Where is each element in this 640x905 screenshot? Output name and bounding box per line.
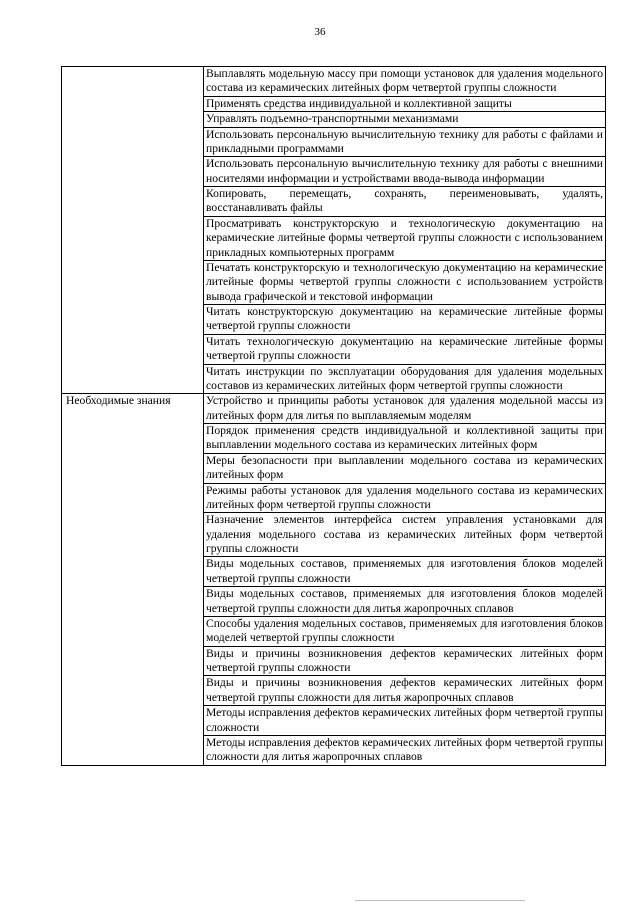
skills-item: Копировать, перемещать, сохранять, переименовывать, удалять, восстанавливать файлы [204, 187, 606, 217]
skills-item: Использовать персональную вычислительную технику для работы с файлами и прикладными программами [204, 127, 606, 157]
skills-item: Применять средства индивидуальной и коллективной защиты [204, 96, 606, 111]
knowledge-item: Режимы работы установок для удаления модельного состава из керамических литейных форм четвертой группы сложности [204, 483, 606, 513]
knowledge-item: Виды модельных составов, применяемых для изготовления блоков моделей четвертой группы сложности [204, 557, 606, 587]
knowledge-item: Устройство и принципы работы установок для удаления модельной массы из литейных форм для литья по выплавляемым моделям [204, 394, 606, 424]
table-row [62, 67, 606, 97]
skills-item: Управлять подъемно-транспортными механизмами [204, 112, 606, 127]
page-number: 36 [314, 26, 326, 38]
knowledge-item: Порядок применения средств индивидуальной и коллективной защиты при выплавлении модельного состава из керамических литейных форм [204, 424, 606, 454]
knowledge-item: Виды и причины возникновения дефектов керамических литейных форм четвертой группы сложности для литья жаропрочных сплавов [204, 676, 606, 706]
skills-item: Читать инструкции по эксплуатации оборудования для удаления модельных составов из керамических литейных форм четвертой группы сложности [204, 364, 606, 394]
knowledge-item: Виды и причины возникновения дефектов керамических литейных форм четвертой группы сложности [204, 646, 606, 676]
knowledge-label: Необходимые знания [62, 394, 204, 765]
table-row [62, 394, 606, 424]
skills-item: Использовать персональную вычислительную технику для работы с внешними носителями информации и устройствами ввода-вывода информации [204, 157, 606, 187]
skills-item: Читать конструкторскую документацию на керамические литейные формы четвертой группы сложности [204, 305, 606, 335]
skills-item: Выплавлять модельную массу при помощи установок для удаления модельного состава из керамических литейных форм четвертой группы сложности [204, 67, 606, 97]
knowledge-item: Методы исправления дефектов керамических литейных форм четвертой группы сложности для литья жаропрочных сплавов [204, 735, 606, 765]
skills-item: Читать технологическую документацию на керамические литейные формы четвертой группы сложности [204, 334, 606, 364]
skills-label-cell [62, 67, 204, 394]
knowledge-item: Способы удаления модельных составов, применяемых для изготовления блоков моделей четвертой группы сложности [204, 616, 606, 646]
skills-item: Просматривать конструкторскую и технологическую документацию на керамические литейные формы четвертой группы сложности с использованием прикладных компьютерных программ [204, 216, 606, 260]
skills-item: Печатать конструкторскую и технологическую документацию на керамические литейные формы четвертой группы сложности с использованием устройств вывода графической и текстовой информации [204, 260, 606, 304]
knowledge-item: Виды модельных составов, применяемых для изготовления блоков моделей четвертой группы сложности для литья жаропрочных сплавов [204, 587, 606, 617]
requirements-table [61, 66, 606, 766]
knowledge-item: Меры безопасности при выплавлении модельного состава из керамических литейных форм [204, 453, 606, 483]
knowledge-item: Методы исправления дефектов керамических литейных форм четвертой группы сложности [204, 706, 606, 736]
knowledge-item: Назначение элементов интерфейса систем управления установками для удаления модельного состава из керамических литейных форм четвертой группы сложности [204, 513, 606, 557]
scan-edge-line [355, 900, 525, 901]
